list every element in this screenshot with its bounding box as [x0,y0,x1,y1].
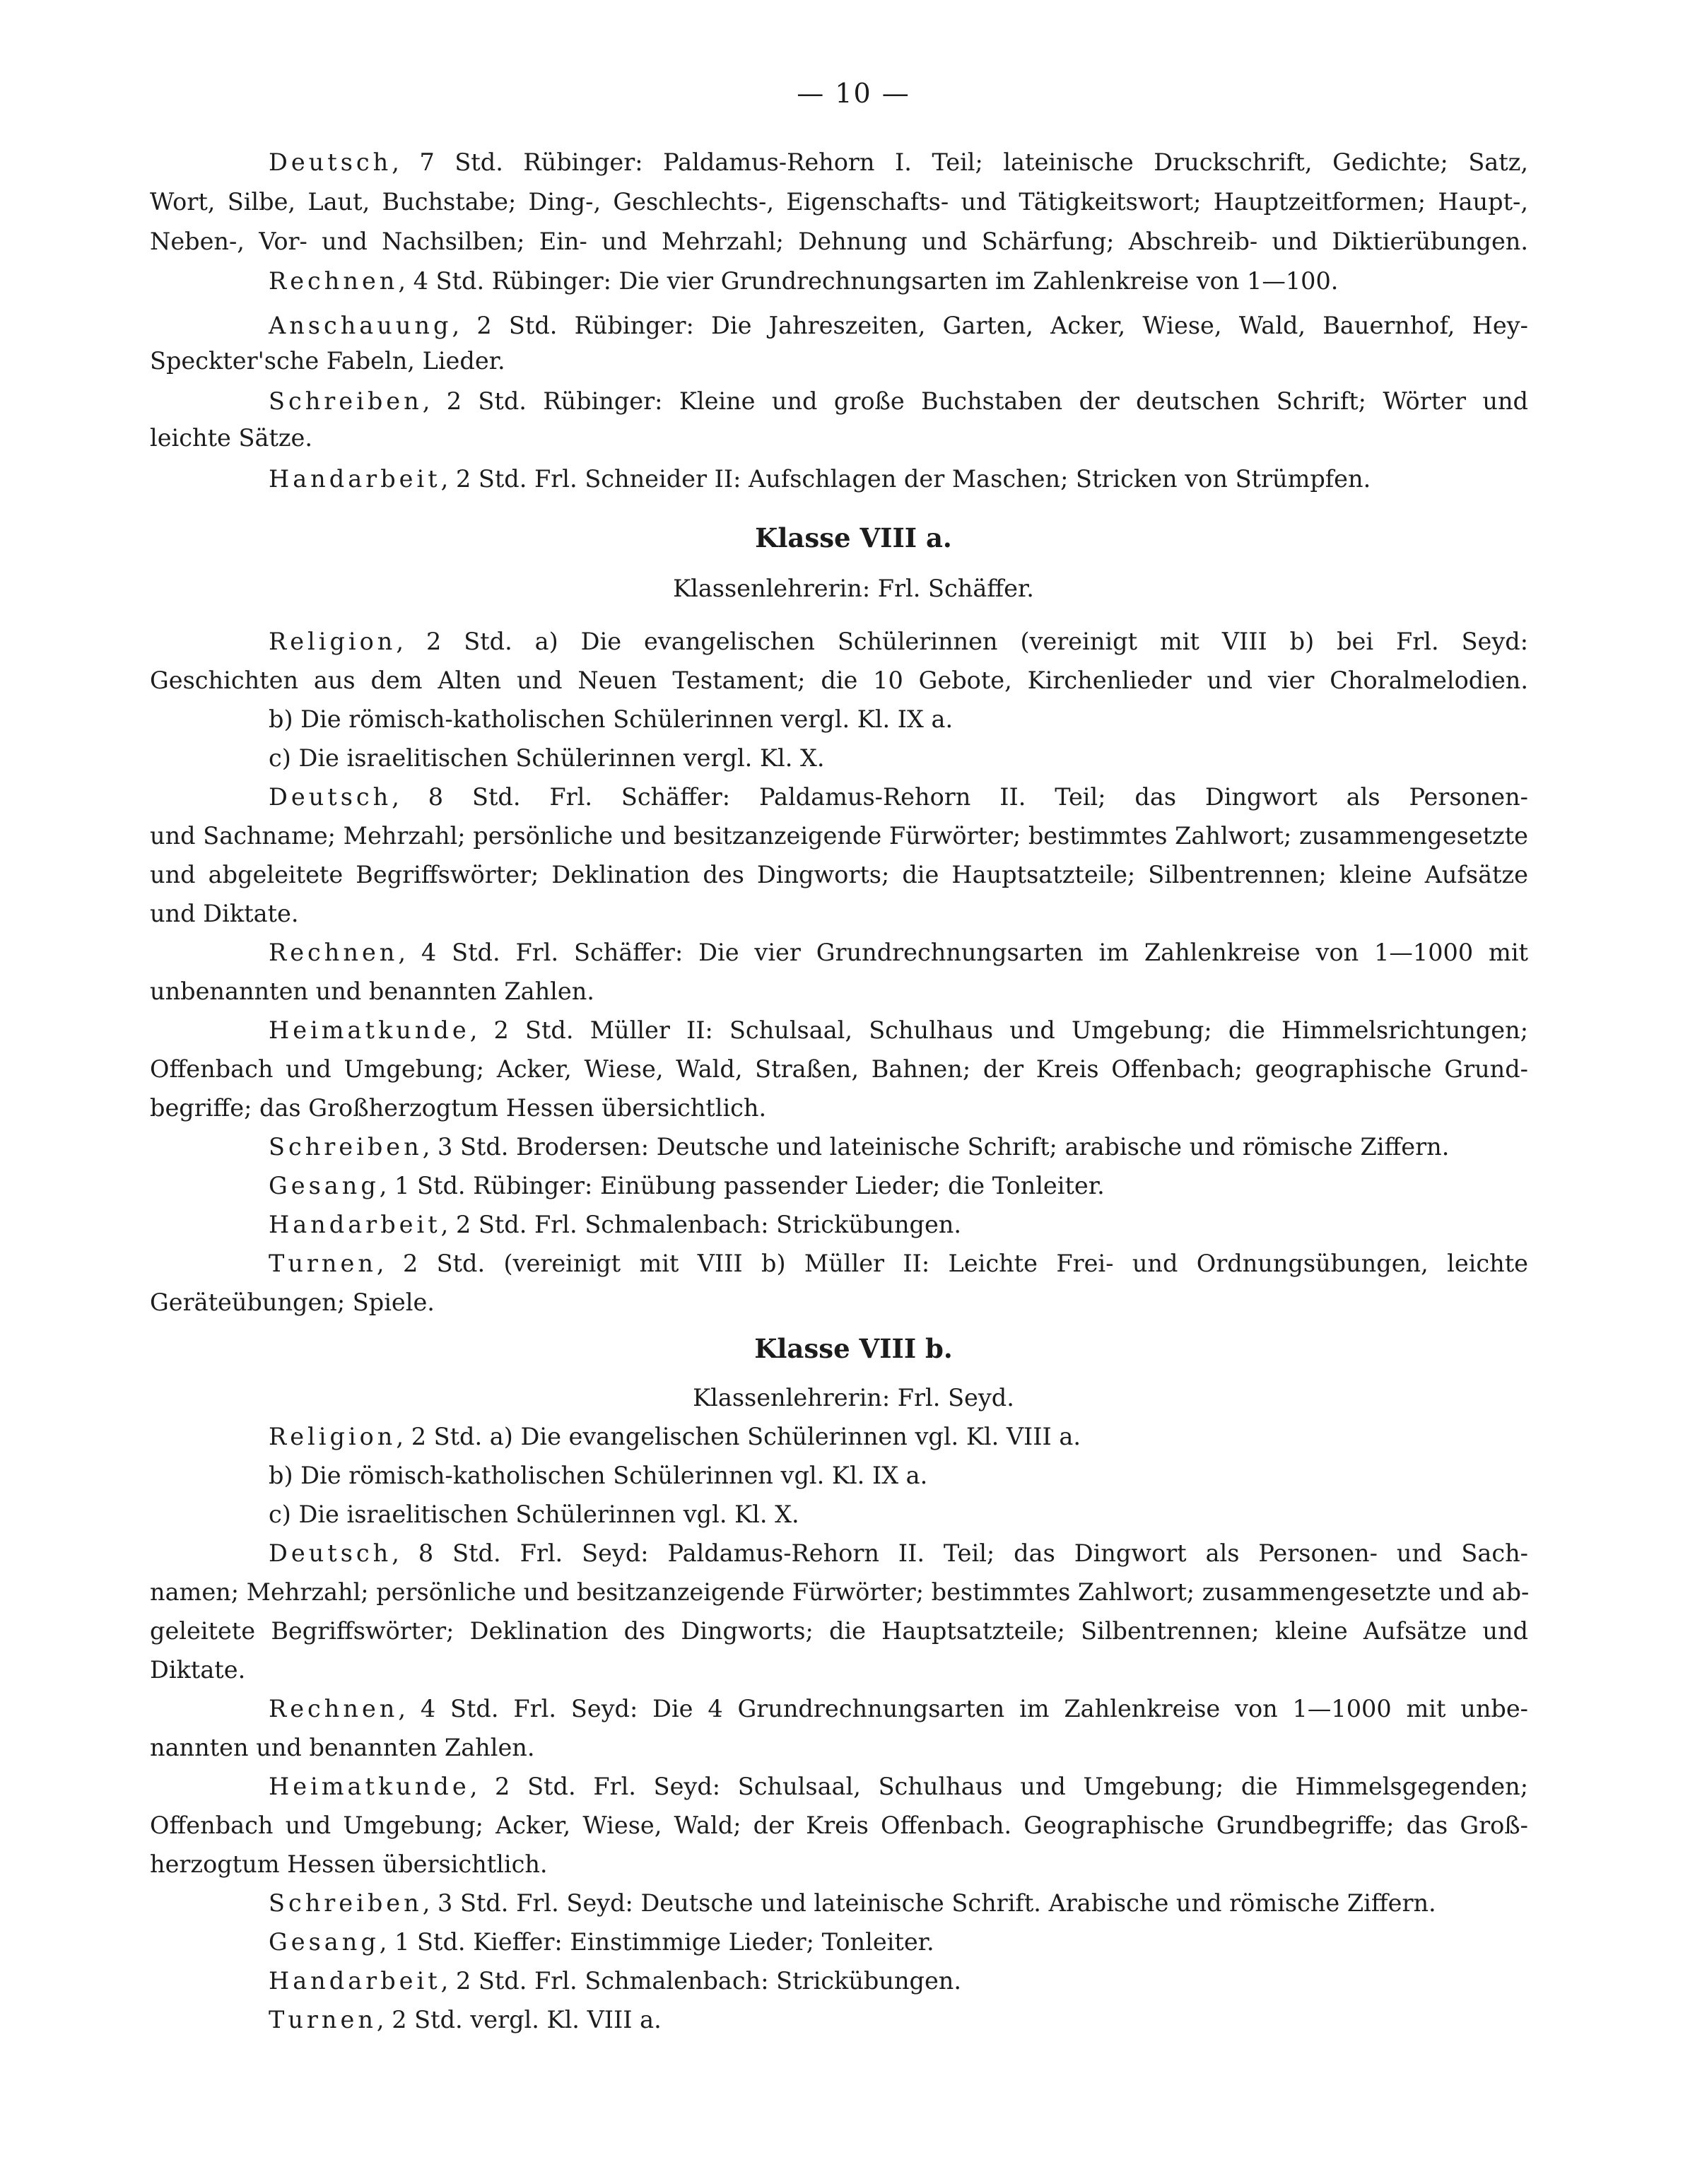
subject-label: Handarbeit [269,1211,441,1238]
subject-label: Gesang [269,1172,380,1199]
heimatkunde-line-2: Offenbach und Umgebung; Acker, Wiese, Wald, Straßen, Bahnen; der Kreis Offenbach; geographische Grund- [150,1055,1528,1083]
deutsch-line-2: und Sachname; Mehrzahl; persönliche und besitzanzeigende Fürwörter; bestimmtes Zahlwort; zusammengesetzte [150,822,1528,850]
schreiben-line-2: leichte Sätze. [150,424,313,452]
rechnen-line-1: Rechnen, 4 Std. Frl. Seyd: Die 4 Grundrechnungsarten im Zahlenkreise von 1—1000 mit unbe- [269,1695,1528,1722]
schreiben-line-1: Schreiben, 3 Std. Frl. Seyd: Deutsche und lateinische Schrift. Arabische und römische Ziffern. [269,1889,1436,1917]
turnen-line-1: Turnen, 2 Std. (vereinigt mit VIII b) Müller II: Leichte Frei- und Ordnungsübungen, leichte [269,1250,1528,1277]
deutsch-line-3: und abgeleitete Begriffswörter; Deklination des Dingworts; die Hauptsatzteile; Silbentrennen; kleine Aufsätze [150,861,1528,888]
subject-label: Heimatkunde [269,1016,470,1044]
deutsch-line-4: Diktate. [150,1656,246,1684]
subject-label: Rechnen [269,939,399,966]
page-number: — 10 — [797,78,910,109]
subject-label: Deutsch [269,1539,392,1567]
turnen-line-1: Turnen, 2 Std. vergl. Kl. VIII a. [269,2006,662,2033]
schreiben-line-1: Schreiben, 2 Std. Rübinger: Kleine und große Buchstaben der deutschen Schrift; Wörter und [269,387,1528,415]
anschauung-line-1: Anschauung, 2 Std. Rübinger: Die Jahreszeiten, Garten, Acker, Wiese, Wald, Bauernhof, Hey- [269,312,1528,339]
heimatkunde-line-1: Heimatkunde, 2 Std. Frl. Seyd: Schulsaal, Schulhaus und Umgebung; die Himmelsgegenden; [269,1773,1528,1800]
religion-line-1: Religion, 2 Std. a) Die evangelischen Schülerinnen (vereinigt mit VIII b) bei Frl. Seyd: [269,628,1528,655]
subject-label: Schreiben [269,387,423,415]
religion-line-2: Geschichten aus dem Alten und Neuen Testament; die 10 Gebote, Kirchenlieder und vier Choralmelodien. [150,667,1528,694]
subject-label: Deutsch [269,148,392,176]
religion-line-c: c) Die israelitischen Schülerinnen vergl. Kl. X. [269,744,825,772]
subject-label: Rechnen [269,267,399,295]
deutsch-line-2: namen; Mehrzahl; persönliche und besitzanzeigende Fürwörter; bestimmtes Zahlwort; zusammengesetzte und ab- [150,1578,1530,1606]
religion-line-b: b) Die römisch-katholischen Schülerinnen vergl. Kl. IX a. [269,705,954,733]
anschauung-line-2: Speckter'sche Fabeln, Lieder. [150,347,505,375]
class-heading-8a: Klasse VIII a. [755,522,952,553]
deutsch-line-1: Deutsch, 8 Std. Frl. Seyd: Paldamus-Rehorn II. Teil; das Dingwort als Personen- und Sach- [269,1539,1528,1567]
rechnen-line-2: nannten und benannten Zahlen. [150,1734,535,1761]
deutsch-line-4: und Diktate. [150,900,299,927]
deutsch-line-2: Wort, Silbe, Laut, Buchstabe; Ding-, Geschlechts-, Eigenschafts- und Tätigkeitswort; Hauptzeitformen; Haupt-, [150,188,1528,216]
subject-label: Anschauung [269,312,452,339]
schreiben-line-1: Schreiben, 3 Std. Brodersen: Deutsche und lateinische Schrift; arabische und römische Ziffern. [269,1133,1450,1161]
class-teacher-8a: Klassenlehrerin: Frl. Schäffer. [673,575,1034,602]
class-heading-8b: Klasse VIII b. [754,1333,953,1364]
handarbeit-line-1: Handarbeit, 2 Std. Frl. Schmalenbach: Strickübungen. [269,1967,962,1995]
subject-label: Heimatkunde [269,1773,470,1800]
subject-label: Religion [269,628,397,655]
turnen-line-2: Geräteübungen; Spiele. [150,1288,435,1316]
deutsch-line-3: Neben-, Vor- und Nachsilben; Ein- und Mehrzahl; Dehnung und Schärfung; Abschreib- und Diktierübungen. [150,228,1528,255]
heimatkunde-line-2: Offenbach und Umgebung; Acker, Wiese, Wald; der Kreis Offenbach. Geographische Grundbegriffe; das Groß- [150,1812,1528,1839]
deutsch-line-3: geleitete Begriffswörter; Deklination des Dingworts; die Hauptsatzteile; Silbentrennen; kleine Aufsätze und [150,1617,1528,1645]
subject-label: Schreiben [269,1133,423,1161]
religion-line-c: c) Die israelitischen Schülerinnen vgl. Kl. X. [269,1501,799,1528]
religion-line-1: Religion, 2 Std. a) Die evangelischen Schülerinnen vgl. Kl. VIII a. [269,1423,1081,1450]
rechnen-line-2: unbenannten und benannten Zahlen. [150,977,594,1005]
gesang-line-1: Gesang, 1 Std. Kieffer: Einstimmige Lieder; Tonleiter. [269,1928,934,1956]
subject-label: Rechnen [269,1695,399,1722]
religion-line-b: b) Die römisch-katholischen Schülerinnen vgl. Kl. IX a. [269,1462,928,1489]
class-teacher-8b: Klassenlehrerin: Frl. Seyd. [693,1384,1014,1411]
subject-label: Deutsch [269,783,392,811]
rechnen-line-1: Rechnen, 4 Std. Rübinger: Die vier Grundrechnungsarten im Zahlenkreise von 1—100. [269,267,1339,295]
gesang-line-1: Gesang, 1 Std. Rübinger: Einübung passender Lieder; die Tonleiter. [269,1172,1105,1199]
rechnen-line-1: Rechnen, 4 Std. Frl. Schäffer: Die vier Grundrechnungsarten im Zahlenkreise von 1—1000 mit [269,939,1528,966]
heimatkunde-line-3: herzogtum Hessen übersichtlich. [150,1850,548,1878]
subject-label: Schreiben [269,1889,423,1917]
subject-label: Religion [269,1423,397,1450]
heimatkunde-line-3: begriffe; das Großherzogtum Hessen übersichtlich. [150,1094,767,1122]
deutsch-line-1: Deutsch, 8 Std. Frl. Schäffer: Paldamus-Rehorn II. Teil; das Dingwort als Personen- [269,783,1528,811]
handarbeit-line-1: Handarbeit, 2 Std. Frl. Schmalenbach: Strickübungen. [269,1211,962,1238]
deutsch-line-1: Deutsch, 7 Std. Rübinger: Paldamus-Rehorn I. Teil; lateinische Druckschrift, Gedichte; Satz, [269,148,1528,176]
subject-label: Turnen [269,1250,377,1277]
handarbeit-line-1: Handarbeit, 2 Std. Frl. Schneider II: Aufschlagen der Maschen; Stricken von Strümpfen. [269,465,1371,493]
subject-label: Gesang [269,1928,380,1956]
heimatkunde-line-1: Heimatkunde, 2 Std. Müller II: Schulsaal, Schulhaus und Umgebung; die Himmelsrichtungen; [269,1016,1528,1044]
subject-label: Handarbeit [269,1967,441,1995]
subject-label: Turnen [269,2006,377,2033]
subject-label: Handarbeit [269,465,441,493]
